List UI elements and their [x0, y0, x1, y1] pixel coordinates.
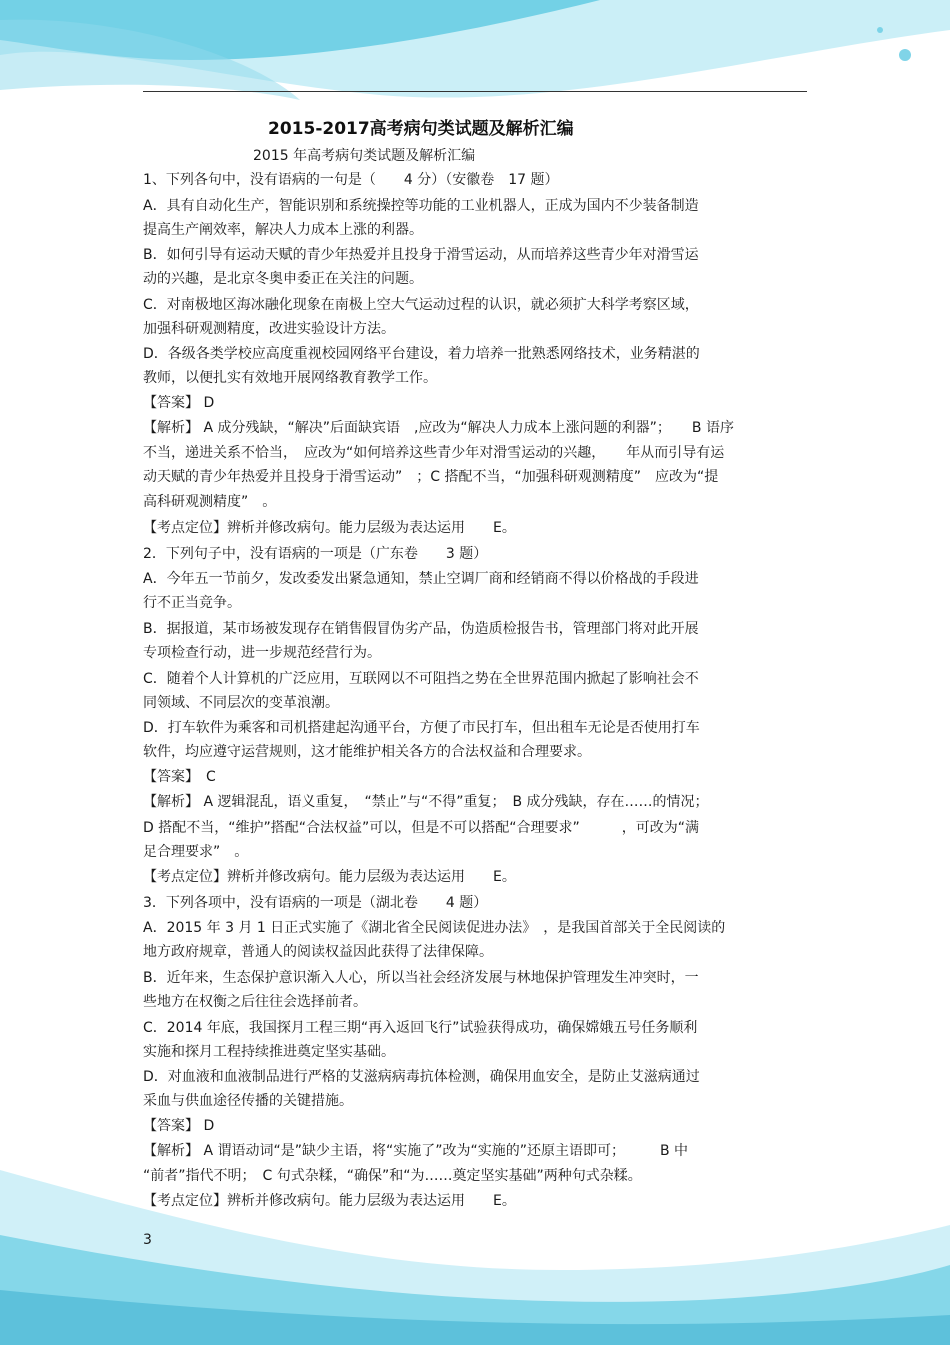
text-line: B．近年来，生态保护意识渐入人心，所以当社会经济发展与林地保护管理发生冲突时，一: [143, 970, 699, 986]
text-line: 专项检查行动，进一步规范经营行为。: [143, 645, 381, 661]
question-line: 3．下列各项中，没有语病的一项是（湖北卷 4 题）: [143, 895, 488, 911]
text-line: B．如何引导有运动天赋的青少年热爱并且投身于滑雪运动，从而培养这些青少年对滑雪运: [143, 247, 699, 263]
text-line: C．对南极地区海冰融化现象在南极上空大气运动过程的认识，就必须扩大科学考察区域，: [143, 297, 699, 313]
text-line: C．随着个人计算机的广泛应用，互联网以不可阻挡之势在全世界范围内掀起了影响社会不: [143, 671, 699, 687]
page-subtitle: 2015 年高考病句类试题及解析汇编: [253, 148, 476, 164]
analysis-line: 足合理要求” 。: [143, 844, 249, 860]
analysis-line: D 搭配不当，“维护”搭配“合法权益”可以，但是不可以搭配“合理要求” ，可改为“满: [143, 820, 699, 836]
text-line: 行不正当竞争。: [143, 595, 241, 611]
text-line: 软件，均应遵守运营规则，这才能维护相关各方的合法权益和合理要求。: [143, 744, 591, 760]
text-line: 提高生产阐效率，解决人力成本上涨的利器。: [143, 222, 423, 238]
text-line: A．今年五一节前夕，发改委发出紧急通知，禁止空调厂商和经销商不得以价格战的手段进: [143, 571, 699, 587]
answer-line: 【答案】 D: [143, 1118, 215, 1134]
question-line: 2．下列句子中，没有语病的一项是（广东卷 3 题）: [143, 546, 488, 562]
analysis-line: “前者”指代不明； C 句式杂糅，“确保”和“为……奠定坚实基础”两种句式杂糅。: [143, 1168, 642, 1184]
analysis-line: 【解析】 A 谓语动词“是”缺少主语，将“实施了”改为“实施的”还原主语即可； B 中: [143, 1143, 689, 1159]
text-line: A．具有自动化生产，智能识别和系统操控等功能的工业机器人，正成为国内不少装备制造: [143, 198, 699, 214]
text-line: D．打车软件为乘客和司机搭建起沟通平台，方便了市民打车，但出租车无论是否使用打车: [143, 720, 700, 736]
text-line: 地方政府规章，普通人的阅读权益因此获得了法律保障。: [143, 944, 493, 960]
point-line: 【考点定位】辨析并修改病句。能力层级为表达运用 E。: [143, 869, 516, 885]
point-line: 【考点定位】辨析并修改病句。能力层级为表达运用 E。: [143, 520, 516, 536]
text-line: 实施和探月工程持续推进奠定坚实基础。: [143, 1044, 395, 1060]
text-line: 同领域、不同层次的变革浪潮。: [143, 695, 339, 711]
text-line: B．据报道，某市场被发现存在销售假冒伪劣产品，伪造质检报告书，管理部门将对此开展: [143, 621, 699, 637]
text-line: A．2015 年 3 月 1 日正式实施了《湖北省全民阅读促进办法》 ，是我国首部关于全民阅读的: [143, 920, 726, 936]
text-line: 1、下列各句中，没有语病的一句是（ 4 分）（安徽卷 17 题）: [143, 172, 559, 188]
text-line: 加强科研观测精度，改进实验设计方法。: [143, 321, 395, 337]
analysis-line: 不当，递进关系不恰当， 应改为“如何培养这些青少年对滑雪运动的兴趣， 年从而引导有运: [143, 445, 725, 461]
text-line: D．各级各类学校应高度重视校园网络平台建设，着力培养一批熟悉网络技术，业务精湛的: [143, 346, 700, 362]
text-line: 采血与供血途径传播的关键措施。: [143, 1093, 353, 1109]
header-rule: [143, 91, 807, 92]
page-number: 3: [143, 1232, 152, 1248]
text-line: C．2014 年底，我国探月工程三期“再入返回飞行”试验获得成功，确保嫦娥五号任务顺利: [143, 1020, 698, 1036]
analysis-line: 【解析】 A 成分残缺，“解决”后面缺宾语 ,应改为“解决人力成本上涨问题的利器”； B 语序: [143, 420, 734, 436]
text-line: 些地方在权衡之后往往会选择前者。: [143, 994, 367, 1010]
text-line: D．对血液和血液制品进行严格的艾滋病病毒抗体检测，确保用血安全，是防止艾滋病通过: [143, 1069, 700, 1085]
analysis-line: 动天赋的青少年热爱并且投身于滑雪运动” ；C 搭配不当，“加强科研观测精度” 应改为“提: [143, 469, 719, 485]
answer-line: 【答案】 C: [143, 769, 216, 785]
point-line: 【考点定位】辨析并修改病句。能力层级为表达运用 E。: [143, 1193, 516, 1209]
text-line: 动的兴趣，是北京冬奥申委正在关注的问题。: [143, 271, 423, 287]
analysis-line: 【解析】 A 逻辑混乱，语义重复， “禁止”与“不得”重复； B 成分残缺，存在……的情况；: [143, 794, 709, 810]
page-title: 2015-2017高考病句类试题及解析汇编: [268, 119, 574, 139]
text-line: 教师，以便扎实有效地开展网络教育教学工作。: [143, 370, 437, 386]
analysis-line: 高科研观测精度” 。: [143, 494, 277, 510]
answer-line: 【答案】 D: [143, 395, 215, 411]
